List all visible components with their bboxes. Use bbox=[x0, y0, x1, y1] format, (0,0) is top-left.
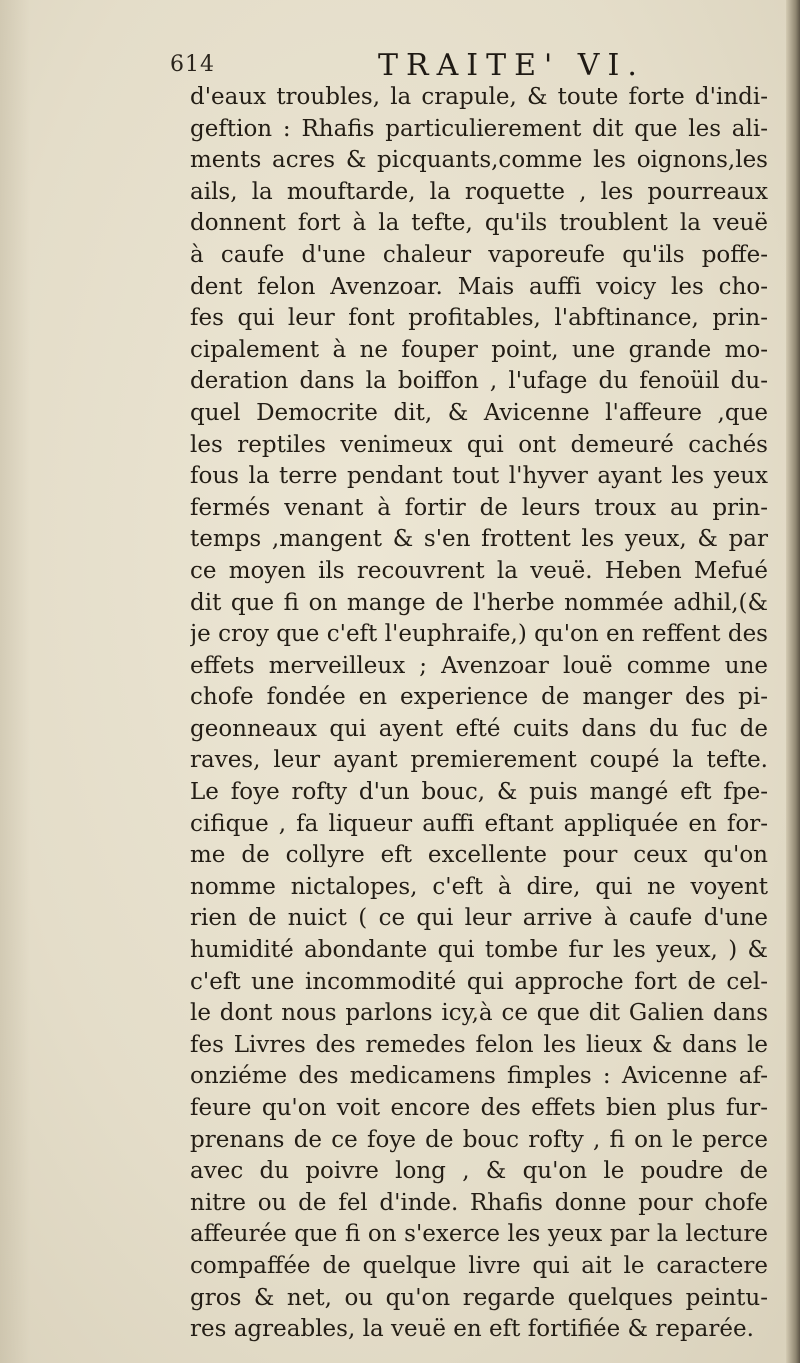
text-line: gros & net, ou qu'on regarde quelques peintu- bbox=[190, 1284, 768, 1311]
text-line: fous la terre pendant tout l'hyver ayant les yeux bbox=[190, 463, 768, 490]
text-line: me de collyre eft excellente pour ceux qu'on bbox=[190, 842, 768, 869]
body-text bbox=[190, 82, 768, 1346]
text-line: Le foye rofty d'un bouc, & puis mangé eft fpe- bbox=[190, 779, 768, 806]
text-line: je croy que c'eft l'euphraife,) qu'on en reffent des bbox=[190, 621, 768, 648]
text-line: geonneaux qui ayent efté cuits dans du fuc de bbox=[190, 715, 768, 742]
text-line: rien de nuict ( ce qui leur arrive à caufe d'une bbox=[190, 905, 768, 932]
text-line: feure qu'on voit encore des effets bien plus fur- bbox=[190, 1095, 768, 1121]
text-line: compaffée de quelque livre qui ait le caractere bbox=[190, 1252, 768, 1279]
text-line: cipalement à ne fouper point, une grande mo- bbox=[190, 336, 768, 363]
text-line: fes qui leur font profitables, l'abftinance, prin- bbox=[190, 305, 768, 332]
text-line: fes Livres des remedes felon les lieux & dans le bbox=[190, 1031, 768, 1058]
text-line: dit que fi on mange de l'herbe nommée adhil,(& bbox=[190, 589, 768, 616]
text-line: nitre ou de fel d'inde. Rhafis donne pour chofe bbox=[190, 1189, 768, 1216]
text-line: res agreables, la veuë en eft fortifiée & reparée. bbox=[190, 1316, 754, 1343]
text-line: ails, la mouftarde, la roquette , les pourreaux bbox=[190, 178, 768, 205]
text-line: deration dans la boiffon , l'ufage du fenoüil du- bbox=[190, 368, 768, 395]
text-line: c'eft une incommodité qui approche fort de cel- bbox=[190, 968, 768, 995]
page-number: 614 bbox=[170, 52, 215, 77]
text-line: donnent fort à la tefte, qu'ils troublent la veuë bbox=[190, 210, 768, 237]
text-line: geftion : Rhafis particulierement dit que les ali- bbox=[190, 115, 768, 142]
text-line: quel Democrite dit, & Avicenne l'affeure ,que bbox=[190, 399, 768, 426]
running-title: TRAITE' VI. bbox=[378, 48, 645, 83]
text-line: affeurée que fi on s'exerce les yeux par la lecture bbox=[190, 1221, 768, 1248]
text-line: humidité abondante qui tombe fur les yeux, ) & bbox=[190, 937, 768, 964]
text-line: les reptiles venimeux qui ont demeuré cachés bbox=[190, 431, 768, 458]
page-header bbox=[170, 48, 770, 86]
page-gutter-edge bbox=[786, 0, 800, 1363]
text-line: temps ,mangent & s'en frottent les yeux, & par bbox=[190, 526, 768, 553]
text-line: ce moyen ils recouvrent la veuë. Heben Mefué bbox=[190, 557, 768, 584]
text-line: cifique , fa liqueur auffi eftant appliquée en for- bbox=[190, 810, 768, 837]
text-line: le dont nous parlons icy,à ce que dit Galien dans bbox=[190, 1000, 768, 1027]
text-line: effets merveilleux ; Avenzoar louë comme une bbox=[190, 652, 768, 679]
text-line: nomme nictalopes, c'eft à dire, qui ne voyent bbox=[190, 873, 768, 900]
text-line: à caufe d'une chaleur vaporeufe qu'ils poffe- bbox=[190, 241, 768, 268]
text-line: prenans de ce foye de bouc rofty , fi on le perce bbox=[190, 1126, 768, 1153]
text-line: fermés venant à fortir de leurs troux au prin- bbox=[190, 494, 768, 521]
text-line: dent felon Avenzoar. Mais auffi voicy les cho- bbox=[190, 273, 768, 300]
page-fold-shadow bbox=[0, 0, 30, 1363]
text-line: d'eaux troubles, la crapule, & toute forte d'indi- bbox=[190, 84, 768, 110]
text-line: avec du poivre long , & qu'on le poudre de bbox=[190, 1158, 768, 1185]
text-line: ments acres & picquants,comme les oignons,les bbox=[190, 147, 768, 174]
text-line: raves, leur ayant premierement coupé la tefte. bbox=[190, 747, 768, 774]
text-line: onziéme des medicamens fimples : Avicenne af- bbox=[190, 1063, 768, 1090]
text-line: chofe fondée en experience de manger des pi- bbox=[190, 684, 768, 711]
